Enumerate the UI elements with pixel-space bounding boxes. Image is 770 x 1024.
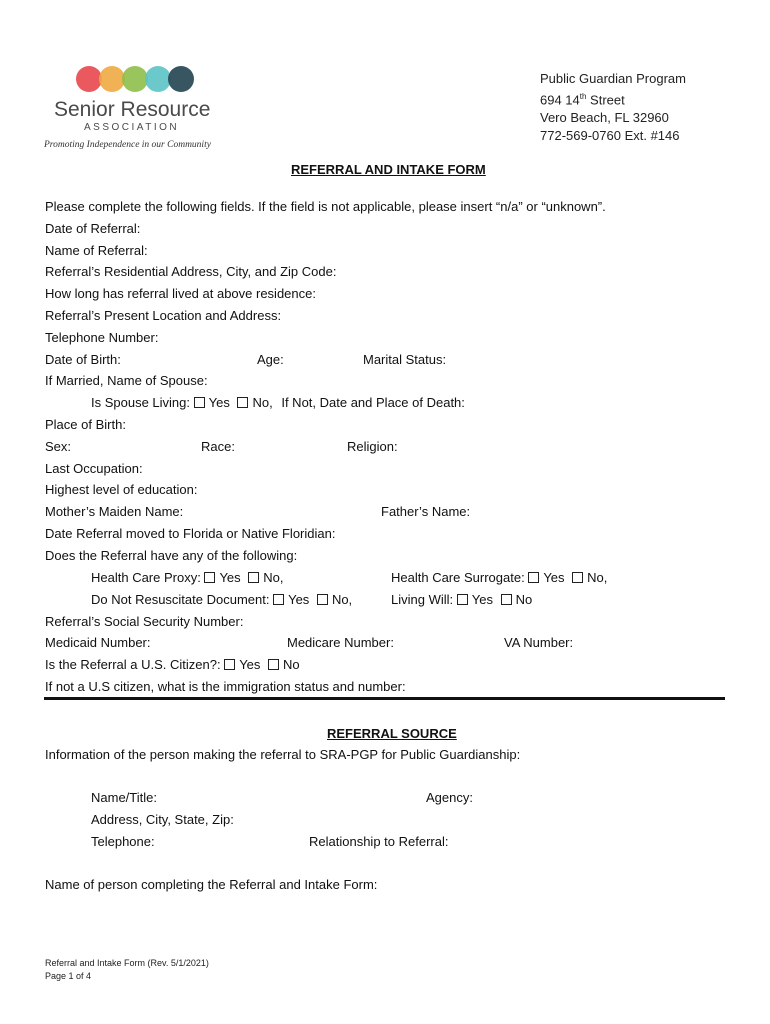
- footer-page-number: Page 1 of 4: [45, 971, 92, 981]
- dob-label: Date of Birth:: [45, 352, 121, 367]
- dnr-row: [91, 592, 352, 608]
- source-address-label: Address, City, State, Zip:: [91, 812, 234, 827]
- citizen-no-checkbox[interactable]: [268, 659, 279, 670]
- age-label: Age:: [257, 352, 284, 367]
- program-address: [540, 70, 686, 145]
- yes-label: Yes: [288, 592, 310, 607]
- yes-label: Yes: [219, 570, 241, 585]
- address-city: Vero Beach, FL 32960: [540, 110, 669, 126]
- source-telephone-label: Telephone:: [91, 834, 155, 849]
- mother-maiden-name-label: Mother’s Maiden Name:: [45, 504, 184, 519]
- last-occupation-label: Last Occupation:: [45, 461, 143, 476]
- health-care-surrogate-row: [391, 570, 607, 586]
- hc-surrogate-yes-checkbox[interactable]: [528, 572, 539, 583]
- date-of-referral-label: Date of Referral:: [45, 221, 141, 236]
- yes-label: Yes: [239, 657, 261, 672]
- immigration-label: If not a U.S citizen, what is the immigration status and number:: [45, 679, 406, 694]
- living-will-row: [391, 592, 532, 608]
- referral-source-title: REFERRAL SOURCE: [327, 726, 457, 741]
- residential-address-label: Referral’s Residential Address, City, and Zip Code:: [45, 264, 337, 279]
- health-care-surrogate-label: Health Care Surrogate:: [391, 570, 525, 585]
- dnr-yes-checkbox[interactable]: [273, 594, 284, 605]
- have-following-label: Does the Referral have any of the following:: [45, 548, 298, 563]
- living-will-yes-checkbox[interactable]: [457, 594, 468, 605]
- health-care-proxy-label: Health Care Proxy:: [91, 570, 201, 585]
- sex-label: Sex:: [45, 439, 72, 454]
- religion-label: Religion:: [347, 439, 398, 454]
- residence-duration-label: How long has referral lived at above residence:: [45, 286, 316, 301]
- name-of-referral-label: Name of Referral:: [45, 243, 148, 258]
- dnr-label: Do Not Resuscitate Document:: [91, 592, 270, 607]
- dnr-no-checkbox[interactable]: [317, 594, 328, 605]
- education-label: Highest level of education:: [45, 482, 198, 497]
- citizen-label: Is the Referral a U.S. Citizen?:: [45, 657, 221, 672]
- referral-source-info: Information of the person making the referral to SRA-PGP for Public Guardianship:: [45, 747, 521, 762]
- address-street: 694 14th Street: [540, 92, 625, 108]
- telephone-label: Telephone Number:: [45, 330, 159, 345]
- medicaid-label: Medicaid Number:: [45, 635, 151, 650]
- no-label: No,: [331, 592, 353, 607]
- place-of-birth-label: Place of Birth:: [45, 417, 126, 432]
- section-divider: [44, 697, 725, 700]
- source-name-title-label: Name/Title:: [91, 790, 157, 805]
- footer-revision: Referral and Intake Form (Rev. 5/1/2021): [45, 958, 209, 968]
- completing-person-label: Name of person completing the Referral and Intake Form:: [45, 877, 378, 892]
- logo-circle-navy: [168, 66, 194, 92]
- spouse-name-label: If Married, Name of Spouse:: [45, 373, 208, 388]
- spouse-living-no-checkbox[interactable]: [237, 397, 248, 408]
- medicare-label: Medicare Number:: [287, 635, 394, 650]
- spouse-living-row: [91, 395, 465, 411]
- spouse-death-label: If Not, Date and Place of Death:: [281, 395, 465, 410]
- yes-label: Yes: [471, 592, 493, 607]
- address-phone: 772-569-0760 Ext. #146: [540, 128, 680, 144]
- spouse-living-label: Is Spouse Living:: [91, 395, 191, 410]
- father-name-label: Father’s Name:: [381, 504, 471, 519]
- no-label: No,: [252, 395, 273, 410]
- va-number-label: VA Number:: [504, 635, 574, 650]
- ssn-label: Referral’s Social Security Number:: [45, 614, 244, 629]
- no-label: No: [515, 592, 533, 607]
- organization-logo: [40, 64, 230, 156]
- spouse-living-yes-checkbox[interactable]: [194, 397, 205, 408]
- logo-association: ASSOCIATION: [84, 122, 180, 133]
- logo-circle-green: [122, 66, 148, 92]
- instructions: Please complete the following fields. If the field is not applicable, please insert “n/a” or “unknown”.: [45, 199, 606, 214]
- living-will-label: Living Will:: [391, 592, 454, 607]
- no-label: No,: [263, 570, 284, 585]
- present-location-label: Referral’s Present Location and Address:: [45, 308, 282, 323]
- source-agency-label: Agency:: [426, 790, 473, 805]
- source-relationship-label: Relationship to Referral:: [309, 834, 449, 849]
- logo-circle-orange: [99, 66, 125, 92]
- health-care-proxy-row: [91, 570, 284, 586]
- moved-florida-label: Date Referral moved to Florida or Native Floridian:: [45, 526, 336, 541]
- form-title: REFERRAL AND INTAKE FORM: [291, 162, 486, 177]
- logo-circle-red: [76, 66, 102, 92]
- logo-circle-teal: [145, 66, 171, 92]
- hc-proxy-yes-checkbox[interactable]: [204, 572, 215, 583]
- race-label: Race:: [201, 439, 235, 454]
- citizen-row: [45, 657, 300, 673]
- hc-surrogate-no-checkbox[interactable]: [572, 572, 583, 583]
- citizen-yes-checkbox[interactable]: [224, 659, 235, 670]
- address-program: Public Guardian Program: [540, 71, 686, 86]
- yes-label: Yes: [543, 570, 565, 585]
- no-label: No: [283, 657, 300, 672]
- logo-name: Senior Resource: [54, 98, 211, 121]
- no-label: No,: [587, 570, 608, 585]
- logo-circles-icon: [76, 64, 216, 94]
- logo-tagline: Promoting Independence in our Community: [44, 140, 211, 150]
- hc-proxy-no-checkbox[interactable]: [248, 572, 259, 583]
- living-will-no-checkbox[interactable]: [501, 594, 512, 605]
- marital-status-label: Marital Status:: [363, 352, 447, 367]
- yes-label: Yes: [208, 395, 230, 410]
